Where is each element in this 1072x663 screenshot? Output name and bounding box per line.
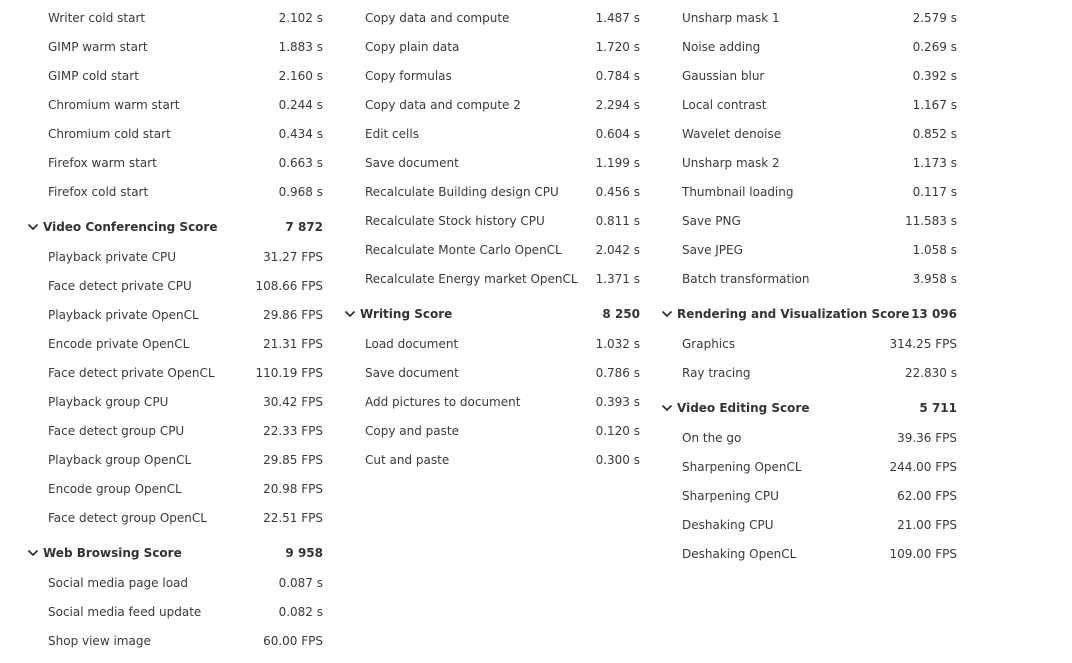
result-value: 22.33 FPS <box>263 423 323 438</box>
result-row <box>27 271 323 300</box>
result-value: 0.852 s <box>912 126 957 141</box>
result-value: 1.487 s <box>595 10 640 25</box>
section-rendering-visualization <box>661 293 957 387</box>
result-label: Save document <box>365 155 459 170</box>
result-row <box>27 503 323 532</box>
result-row <box>344 235 640 264</box>
result-value: 0.392 s <box>912 68 957 83</box>
result-value: 1.371 s <box>595 271 640 286</box>
result-value: 314.25 FPS <box>889 336 957 351</box>
result-value: 0.456 s <box>595 184 640 199</box>
result-value: 21.31 FPS <box>263 336 323 351</box>
result-value: 0.244 s <box>278 97 323 112</box>
result-label: Firefox warm start <box>48 155 157 170</box>
result-value: 1.199 s <box>595 155 640 170</box>
result-row <box>27 416 323 445</box>
result-label: Playback group CPU <box>48 394 169 409</box>
result-row <box>661 148 957 177</box>
section-score: 5 711 <box>919 401 957 415</box>
result-row <box>344 61 640 90</box>
chevron-down-icon[interactable] <box>661 308 673 320</box>
result-label: GIMP cold start <box>48 68 139 83</box>
result-label: Writer cold start <box>48 10 146 25</box>
result-row <box>27 177 323 206</box>
result-label: Copy data and compute <box>365 10 510 25</box>
result-value: 109.00 FPS <box>889 546 957 561</box>
result-label: Encode private OpenCL <box>48 336 190 351</box>
result-label: Copy formulas <box>365 68 452 83</box>
result-label: On the go <box>682 430 742 445</box>
section-score: 9 958 <box>285 546 323 560</box>
result-value: 108.66 FPS <box>255 278 323 293</box>
result-label: Social media feed update <box>48 604 202 619</box>
result-value: 0.269 s <box>912 39 957 54</box>
result-label: GIMP warm start <box>48 39 148 54</box>
result-row <box>661 452 957 481</box>
result-value: 3.958 s <box>912 271 957 286</box>
result-label: Recalculate Monte Carlo OpenCL <box>365 242 562 257</box>
result-value: 0.087 s <box>278 575 323 590</box>
result-label: Copy and paste <box>365 423 459 438</box>
result-label: Sharpening OpenCL <box>682 459 802 474</box>
result-value: 244.00 FPS <box>889 459 957 474</box>
results-column-3 <box>661 0 957 568</box>
result-row <box>661 206 957 235</box>
result-row <box>27 387 323 416</box>
result-row <box>344 206 640 235</box>
result-row <box>344 119 640 148</box>
result-row <box>27 568 323 597</box>
result-label: Batch transformation <box>682 271 810 286</box>
result-label: Playback group OpenCL <box>48 452 192 467</box>
result-label: Encode group OpenCL <box>48 481 182 496</box>
section-score: 8 250 <box>602 307 640 321</box>
section-header-rendering-visualization[interactable] <box>661 293 957 329</box>
result-value: 1.032 s <box>595 336 640 351</box>
result-label: Unsharp mask 2 <box>682 155 780 170</box>
result-row <box>661 510 957 539</box>
section-header-video-conferencing[interactable] <box>27 206 323 242</box>
result-row <box>344 445 640 474</box>
chevron-down-icon[interactable] <box>661 402 673 414</box>
result-label: Face detect private CPU <box>48 278 192 293</box>
result-value: 0.117 s <box>912 184 957 199</box>
result-row <box>27 148 323 177</box>
result-value: 0.434 s <box>278 126 323 141</box>
result-row <box>344 32 640 61</box>
result-label: Cut and paste <box>365 452 450 467</box>
result-label: Deshaking OpenCL <box>682 546 797 561</box>
result-row <box>27 119 323 148</box>
result-row <box>27 358 323 387</box>
result-row <box>27 300 323 329</box>
section-header-web-browsing[interactable] <box>27 532 323 568</box>
result-label: Wavelet denoise <box>682 126 782 141</box>
result-value: 2.102 s <box>278 10 323 25</box>
result-value: 0.604 s <box>595 126 640 141</box>
result-label: Local contrast <box>682 97 767 112</box>
section-video-editing <box>661 387 957 568</box>
result-label: Face detect group CPU <box>48 423 185 438</box>
result-value: 1.058 s <box>912 242 957 257</box>
result-value: 2.160 s <box>278 68 323 83</box>
result-value: 110.19 FPS <box>255 365 323 380</box>
result-value: 2.294 s <box>595 97 640 112</box>
result-row <box>344 387 640 416</box>
result-value: 0.784 s <box>595 68 640 83</box>
result-label: Copy plain data <box>365 39 460 54</box>
result-label: Face detect group OpenCL <box>48 510 207 525</box>
result-row <box>661 3 957 32</box>
result-value: 0.120 s <box>595 423 640 438</box>
result-label: Face detect private OpenCL <box>48 365 215 380</box>
result-value: 11.583 s <box>904 213 957 228</box>
result-row <box>661 235 957 264</box>
result-label: Social media page load <box>48 575 189 590</box>
result-value: 0.663 s <box>278 155 323 170</box>
result-row <box>27 32 323 61</box>
result-label: Save document <box>365 365 459 380</box>
chevron-down-icon[interactable] <box>27 547 39 559</box>
result-value: 0.968 s <box>278 184 323 199</box>
result-value: 22.51 FPS <box>263 510 323 525</box>
result-label: Sharpening CPU <box>682 488 779 503</box>
result-row <box>344 177 640 206</box>
result-label: Recalculate Stock history CPU <box>365 213 545 228</box>
result-label: Gaussian blur <box>682 68 765 83</box>
result-label: Thumbnail loading <box>682 184 794 199</box>
result-row <box>661 61 957 90</box>
result-value: 1.883 s <box>278 39 323 54</box>
section-writing <box>344 293 640 474</box>
result-value: 1.173 s <box>912 155 957 170</box>
chevron-down-icon[interactable] <box>344 308 356 320</box>
result-row <box>27 90 323 119</box>
section-score: 13 096 <box>911 307 957 321</box>
result-row <box>661 423 957 452</box>
section-title: Video Editing Score <box>677 401 810 415</box>
result-value: 39.36 FPS <box>897 430 957 445</box>
result-label: Graphics <box>682 336 735 351</box>
result-row <box>27 61 323 90</box>
result-value: 0.393 s <box>595 394 640 409</box>
result-row <box>27 626 323 655</box>
result-row <box>27 597 323 626</box>
result-label: Copy data and compute 2 <box>365 97 521 112</box>
result-row <box>661 358 957 387</box>
result-row <box>27 3 323 32</box>
result-row <box>27 474 323 503</box>
result-row <box>661 539 957 568</box>
result-label: Load document <box>365 336 459 351</box>
result-label: Shop view image <box>48 633 151 648</box>
result-value: 30.42 FPS <box>263 394 323 409</box>
results-column-1 <box>27 3 323 655</box>
result-row <box>344 264 640 293</box>
result-row <box>661 481 957 510</box>
result-row <box>27 445 323 474</box>
result-value: 1.167 s <box>912 97 957 112</box>
result-value: 0.786 s <box>595 365 640 380</box>
result-label: Save JPEG <box>682 242 743 257</box>
result-row <box>661 329 957 358</box>
result-label: Save PNG <box>682 213 741 228</box>
result-label: Add pictures to document <box>365 394 521 409</box>
result-value: 0.082 s <box>278 604 323 619</box>
result-value: 20.98 FPS <box>263 481 323 496</box>
section-continued <box>661 0 957 293</box>
section-header-writing[interactable] <box>344 293 640 329</box>
result-value: 2.042 s <box>595 242 640 257</box>
section-web-browsing <box>27 532 323 655</box>
result-label: Recalculate Building design CPU <box>365 184 559 199</box>
section-title: Web Browsing Score <box>43 546 182 560</box>
result-row <box>344 329 640 358</box>
result-row <box>344 416 640 445</box>
result-row <box>661 119 957 148</box>
result-row <box>344 90 640 119</box>
result-row <box>661 177 957 206</box>
result-value: 62.00 FPS <box>897 488 957 503</box>
result-label: Recalculate Energy market OpenCL <box>365 271 578 286</box>
result-label: Chromium cold start <box>48 126 171 141</box>
result-row <box>27 329 323 358</box>
section-score: 7 872 <box>285 220 323 234</box>
chevron-down-icon[interactable] <box>27 221 39 233</box>
section-continued <box>344 3 640 293</box>
section-video-conferencing <box>27 206 323 532</box>
result-value: 0.811 s <box>595 213 640 228</box>
result-value: 1.720 s <box>595 39 640 54</box>
result-label: Edit cells <box>365 126 419 141</box>
result-label: Firefox cold start <box>48 184 149 199</box>
result-label: Playback private OpenCL <box>48 307 199 322</box>
result-label: Ray tracing <box>682 365 751 380</box>
result-row <box>344 148 640 177</box>
result-value: 29.86 FPS <box>263 307 323 322</box>
result-row <box>661 32 957 61</box>
result-row <box>27 242 323 271</box>
section-title: Video Conferencing Score <box>43 220 218 234</box>
result-row <box>661 264 957 293</box>
result-value: 0.300 s <box>595 452 640 467</box>
result-label: Deshaking CPU <box>682 517 774 532</box>
result-value: 29.85 FPS <box>263 452 323 467</box>
section-title: Writing Score <box>360 307 453 321</box>
result-label: Playback private CPU <box>48 249 176 264</box>
result-label: Noise adding <box>682 39 761 54</box>
result-value: 2.579 s <box>912 10 957 25</box>
result-row <box>344 3 640 32</box>
result-value: 31.27 FPS <box>263 249 323 264</box>
result-label: Chromium warm start <box>48 97 180 112</box>
section-continued <box>27 3 323 206</box>
results-column-2 <box>344 3 640 474</box>
result-label: Unsharp mask 1 <box>682 10 780 25</box>
result-value: 21.00 FPS <box>897 517 957 532</box>
result-value: 60.00 FPS <box>263 633 323 648</box>
result-row <box>661 90 957 119</box>
section-title: Rendering and Visualization Score <box>677 307 910 321</box>
result-row <box>344 358 640 387</box>
result-value: 22.830 s <box>904 365 957 380</box>
section-header-video-editing[interactable] <box>661 387 957 423</box>
